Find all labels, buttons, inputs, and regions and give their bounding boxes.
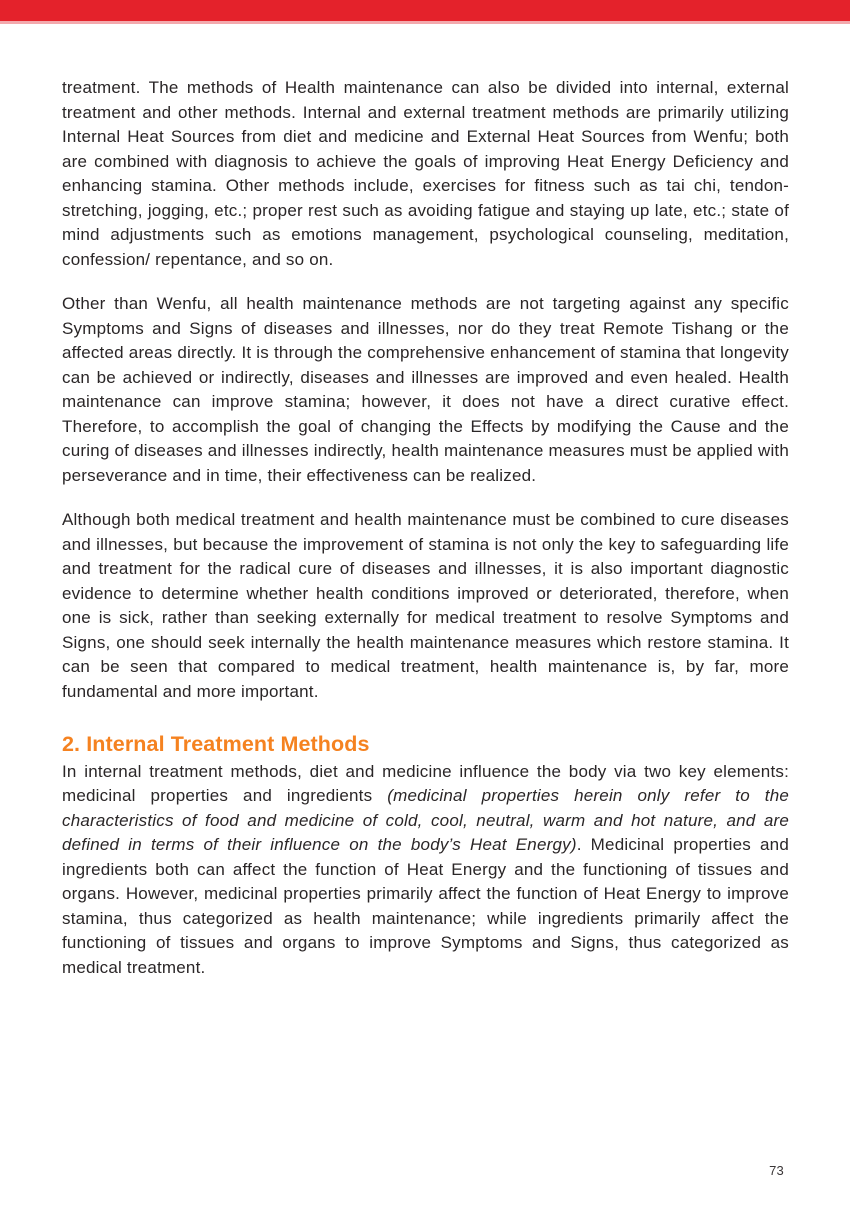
- paragraph: Other than Wenfu, all health maintenance methods are not targeting against any specific Symptoms and Signs of diseases and illnesses, nor do they treat Remote Tishang or the affected areas directly. It is through the comprehensive enhancement of stamina that longevity can be achieved or indirectly, diseases and illnesses are improved and even healed. Health maintenance can improve stamina; however, it does not have a direct curative effect. Therefore, to accomplish the goal of changing the Effects by modifying the Cause and the curing of diseases and illnesses indirectly, health maintenance measures must be applied with perseverance and in time, their effectiveness can be realized.: [62, 294, 789, 485]
- section-heading: 2. Internal Treatment Methods: [62, 732, 370, 756]
- page-number: 73: [769, 1163, 784, 1178]
- paragraph: Although both medical treatment and health maintenance must be combined to cure diseases and illnesses, but because the improvement of stamina is not only the key to safeguarding life and treatment for the radical cure of diseases and illnesses, it is also important diagnostic evidence to determine whether health conditions improved or deteriorated, therefore, when one is sick, rather than seeking externally for medical treatment to resolve Symptoms and Signs, one should seek internally the health maintenance measures which restore stamina. It can be seen that compared to medical treatment, health maintenance is, by far, more fundamental and more important.: [62, 510, 789, 701]
- paragraph: treatment. The methods of Health maintenance can also be divided into internal, external treatment and other methods. Internal and external treatment methods are primarily utilizing Internal Heat Sources from diet and medicine and External Heat Sources from Wenfu; both are combined with diagnosis to achieve the goals of improving Heat Energy Deficiency and enhancing stamina. Other methods include, exercises for fitness such as tai chi, tendon-stretching, jogging, etc.; proper rest such as avoiding fatigue and staying up late, etc.; state of mind adjustments such as emotions management, psychological counseling, meditation, confession/ repentance, and so on.: [62, 78, 789, 269]
- paragraph-segment: . Medicinal properties and ingredients both can affect the function of Heat Energy and the functioning of tissues and organs. However, medicinal properties primarily affect the function of Heat Energy to improve stamina, thus categorized as health maintenance; while ingredients primarily affect the functioning of tissues and organs to improve Symptoms and Signs, thus categorized as medical treatment.: [62, 835, 789, 977]
- paragraph-segment: In internal treatment methods, diet and medicine influence the body via two key elements: medicinal properties and ingredients: [62, 761, 789, 805]
- paragraph-segment-italic: (medicinal properties herein only refer to the characteristics of food and medicine of cold, cool, neutral, warm and hot nature, and are defined in terms of their influence on the body’s Heat Energy): [62, 786, 790, 854]
- top-red-bar: [0, 0, 850, 24]
- page-body-text: [62, 76, 789, 980]
- paragraph: [62, 760, 789, 981]
